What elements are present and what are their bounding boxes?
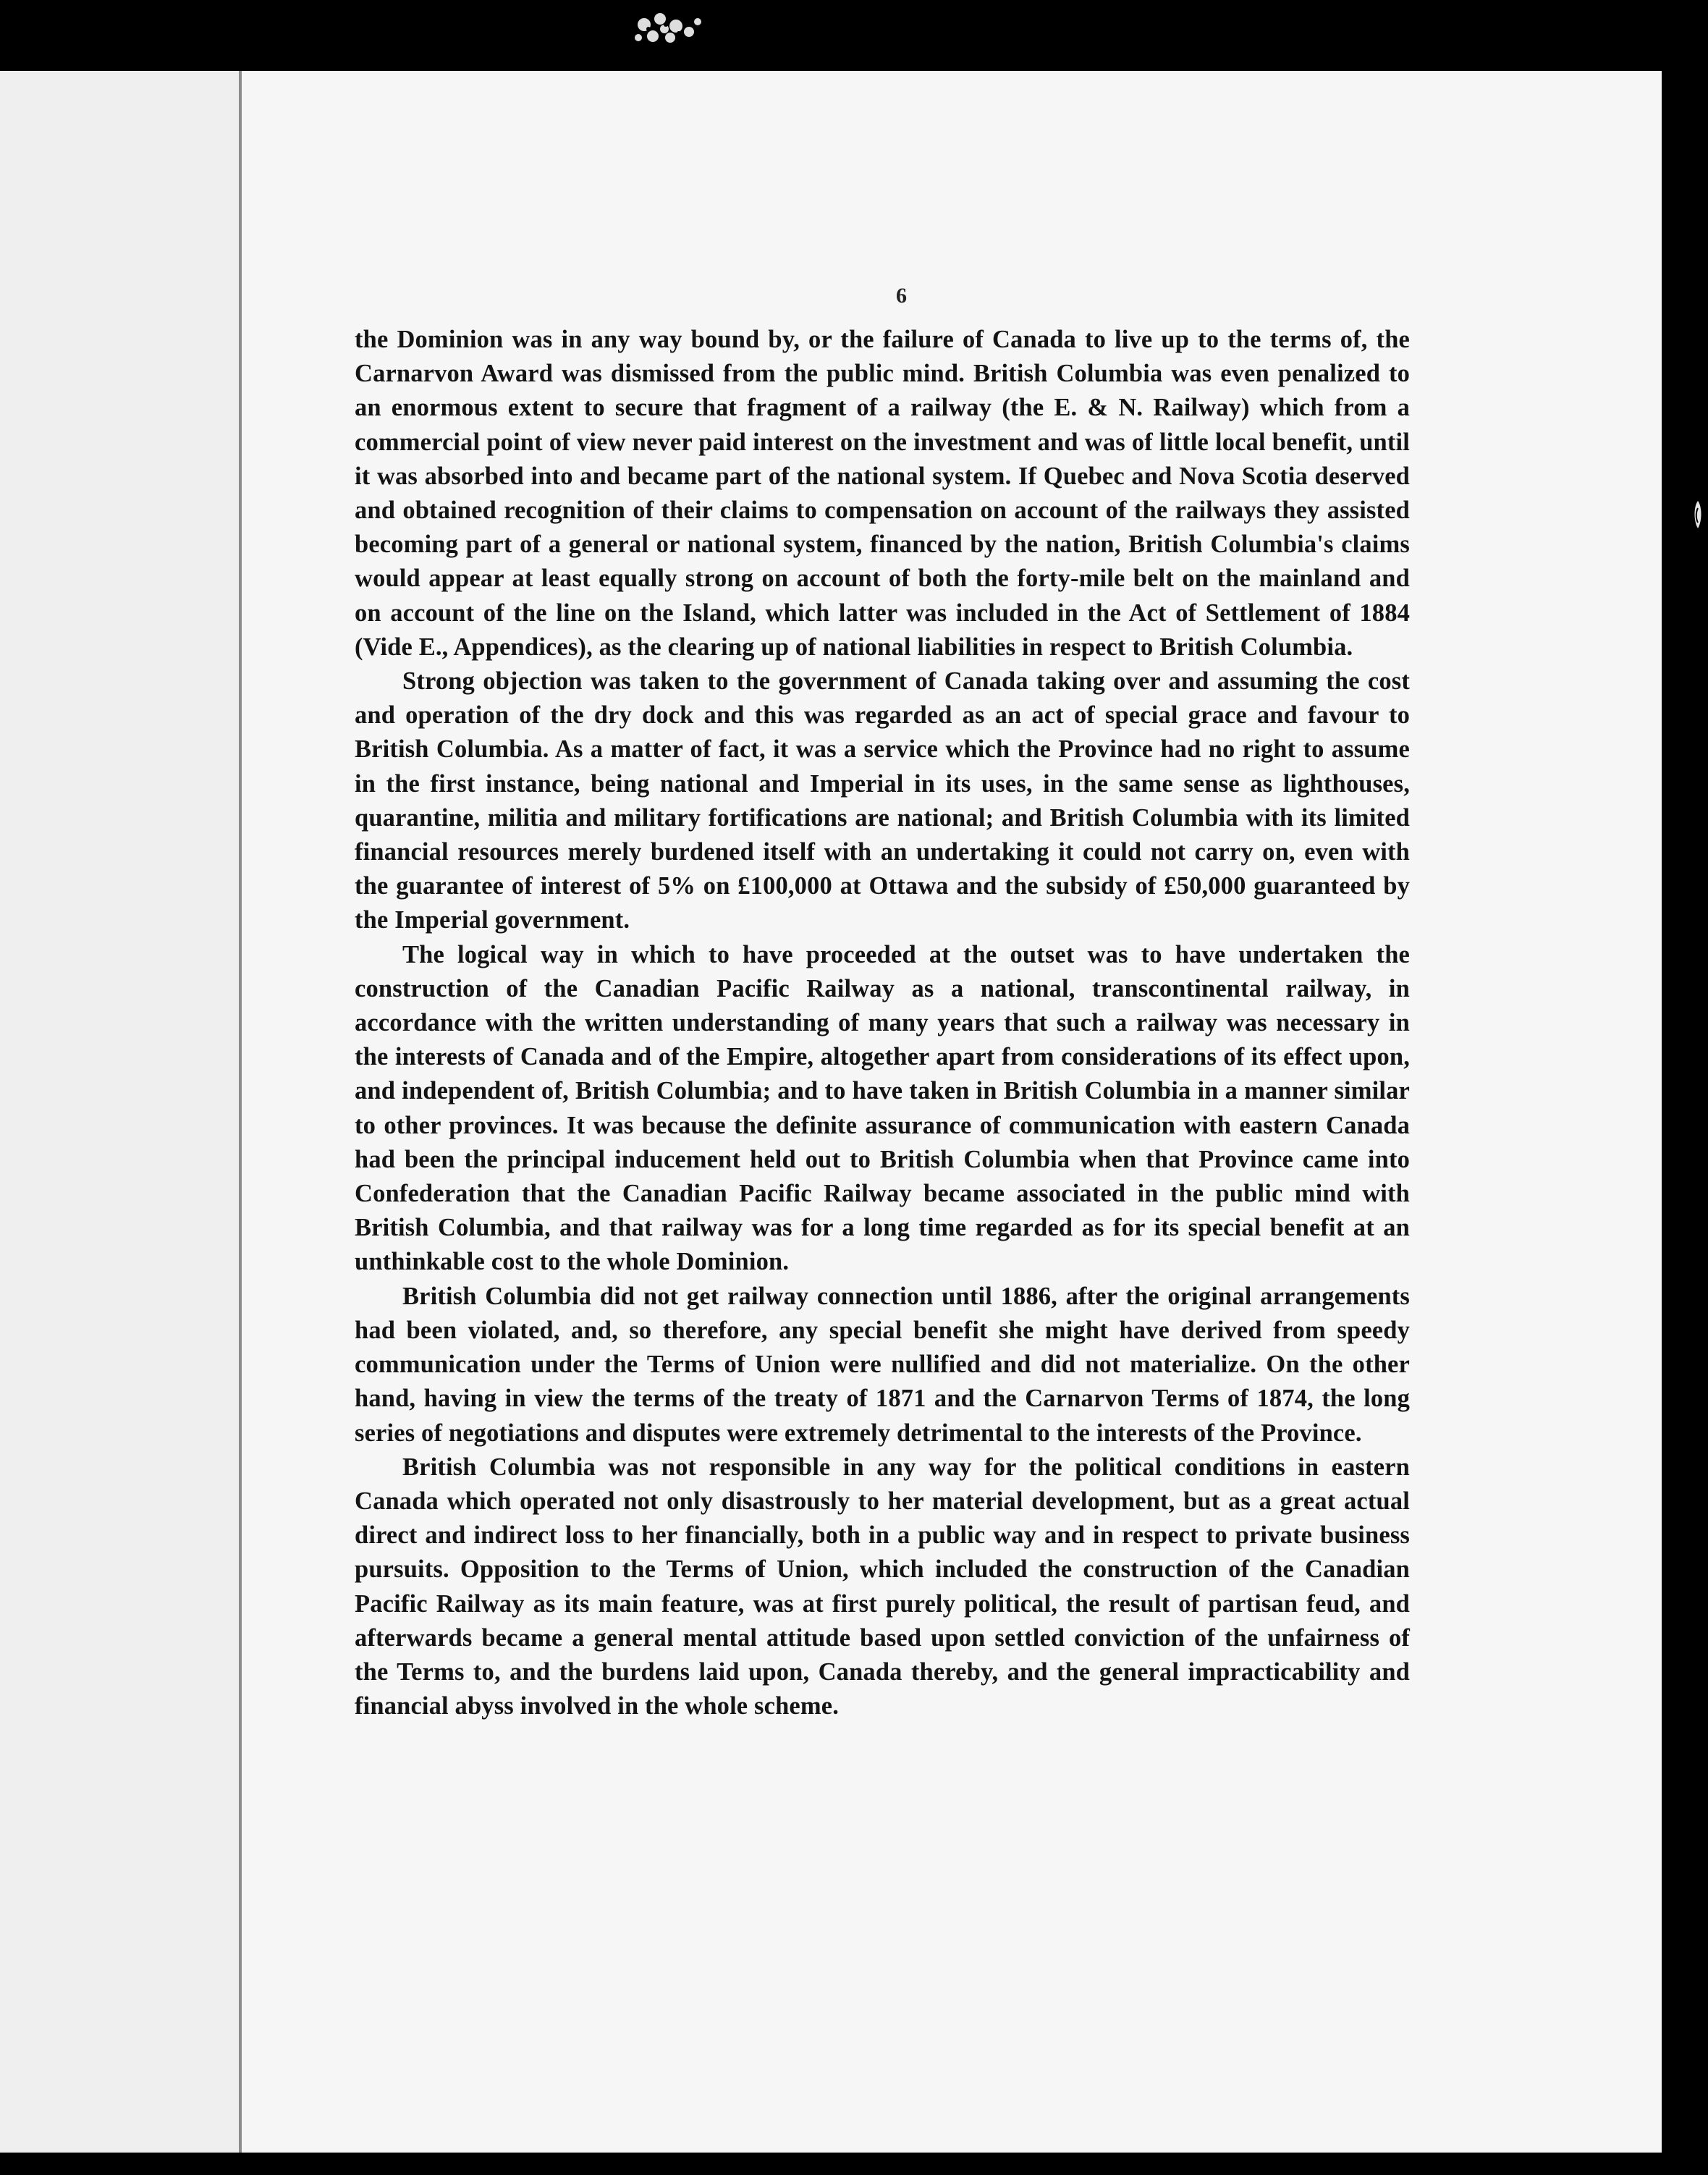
edge-mark-icon bbox=[1692, 499, 1704, 530]
paragraph-2: Strong objection was taken to the government of Canada taking over and assuming the cost and operation of the dry dock and this was regarded as an act of special grace and favour to British Columbia. As a matter of fact, it was a service which the Province had no right to assume in the first instance, being national and Imperial in its uses, in the same sense as lighthouses, quarantine, militia and military fortifications are national; and British Columbia with its limited financial resources merely burdened itself with an undertaking it could not carry on, even with the guarantee of interest of 5% on £100,000 at Ottawa and the subsidy of £50,000 guaranteed by the Imperial government. bbox=[355, 667, 1410, 934]
paragraph-3: The logical way in which to have proceeded at the outset was to have undertaken the construction of the Canadian Pacific Railway as a national, transcontinental railway, in accordance with the written understanding of many years that such a railway was necessary in the interests of Canada and of the Empire, altogether apart from considerations of its effect upon, and independent of, British Columbia; and to have taken in British Columbia in a manner similar to other provinces. It was because the definite assurance of communication with eastern Canada had been the principal inducement held out to British Columbia when that Province came into Confederation that the Canadian Pacific Railway became associated in the public mind with British Columbia, and that railway was for a long time regarded as for its special benefit at an unthinkable cost to the whole Dominion. bbox=[355, 940, 1410, 1276]
page-number: 6 bbox=[896, 284, 907, 308]
right-border bbox=[1662, 71, 1708, 2153]
paragraph-5: British Columbia was not responsible in any way for the political conditions in eastern Canada which operated not only disastrously to her material development, but as a great actual direct and indirect loss to her financially, both in a public way and in respect to private business pursuits. Opposition to the Terms of Union, which included the construction of the Canadian Pacific Railway as its main feature, was at first purely political, the result of partisan feud, and afterwards became a general mental attitude based upon settled conviction of the unfairness of the Terms to, and the burdens laid upon, Canada thereby, and the general impracticability and financial abyss involved in the whole scheme. bbox=[355, 1453, 1410, 1720]
paragraph-1: the Dominion was in any way bound by, or the failure of Canada to live up to the terms of, the Carnarvon Award was dismissed from the public mind. British Columbia was even penalized to an enormous extent to secure that fragment of a railway (the E. & N. Railway) which from a commercial point of view never paid interest on the investment and was of little local benefit, until it was absorbed into and became part of the national system. If Quebec and Nova Scotia deserved and obtained recognition of their claims to compensation on account of the railways they assisted becoming part of a general or national system, financed by the nation, British Columbia's claims would appear at least equally strong on account of both the forty-mile belt on the mainland and on account of the line on the Island, which latter was included in the Act of Settlement of 1884 (Vide E., Appendices), as the clearing up of national liabilities in respect to British Columbia. bbox=[355, 326, 1410, 661]
microfilm-mark-icon bbox=[628, 10, 708, 49]
paragraph-4: British Columbia did not get railway connection until 1886, after the original arrangements had been violated, and, so therefore, any special benefit she might have derived from speedy communication under the Terms of Union were nullified and did not materialize. On the other hand, having in view the terms of the treaty of 1871 and the Carnarvon Terms of 1874, the long series of negotiations and disputes were extremely detrimental to the interests of the Province. bbox=[355, 1282, 1410, 1447]
body-text bbox=[355, 323, 1410, 1723]
facing-page-edge bbox=[0, 71, 239, 2153]
